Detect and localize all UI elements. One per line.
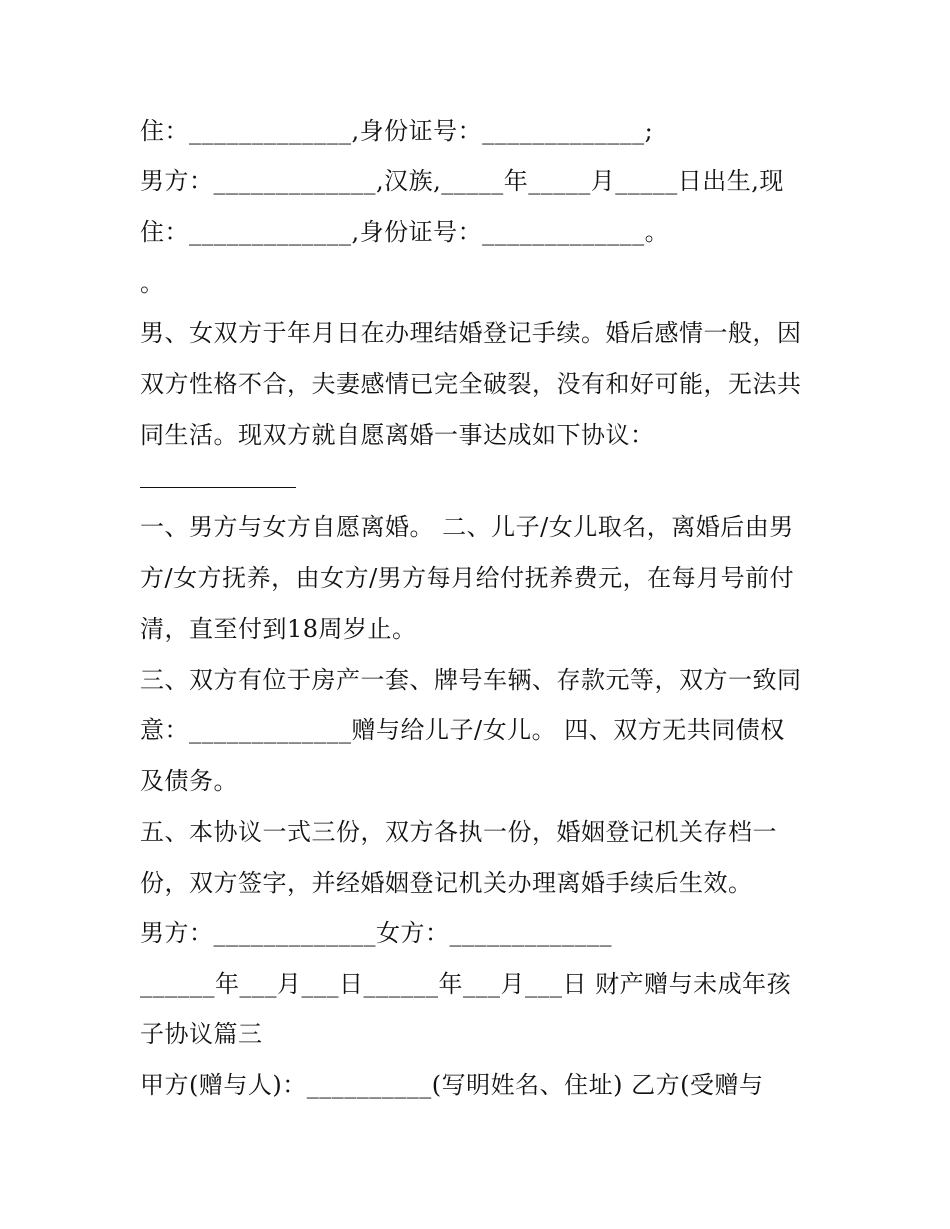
text-line: ______年___月___日______年___月___日 财产赠与未成年孩 [140, 970, 792, 998]
text-line: 一、男方与女方自愿离婚。 二、儿子/女儿取名，离婚后由男 [140, 513, 794, 541]
text-line: 份，双方签字，并经婚姻登记机关办理离婚手续后生效。 [140, 869, 753, 897]
text-line: 清，直至付到18周岁止。 [140, 615, 417, 643]
text-line: 。 [140, 269, 165, 297]
text-line: 同生活。现双方就自愿离婚一事达成如下协议： [140, 421, 655, 449]
text-line: 双方性格不合，夫妻感情已完全破裂，没有和好可能，无法共 [140, 370, 802, 398]
text-line: 子协议篇三 [140, 1020, 263, 1048]
blank-rule [140, 487, 296, 488]
text-line: 及债务。 [140, 767, 238, 795]
text-line: 男方：_____________,汉族,_____年_____月_____日出生,现 [140, 167, 784, 195]
text-line: 男、女双方于年月日在办理结婚登记手续。婚后感情一般，因 [140, 319, 802, 347]
text-line: 五、本协议一式三份，双方各执一份，婚姻登记机关存档一 [140, 818, 777, 846]
text-line: 男方：_____________女方：_____________ [140, 919, 612, 947]
text-line: 方/女方抚养，由女方/男方每月给付抚养费元，在每月号前付 [140, 564, 795, 592]
text-line: 三、双方有位于房产一套、牌号车辆、存款元等，双方一致同 [140, 666, 802, 694]
text-line: 甲方(赠与人)：__________(写明姓名、住址) 乙方(受赠与 [140, 1071, 764, 1099]
text-line: 住：_____________,身份证号：_____________。 [140, 218, 670, 246]
text-line: 住：_____________,身份证号：_____________; [140, 117, 654, 145]
text-line: 意：_____________赠与给儿子/女儿。 四、双方无共同债权 [140, 716, 785, 744]
